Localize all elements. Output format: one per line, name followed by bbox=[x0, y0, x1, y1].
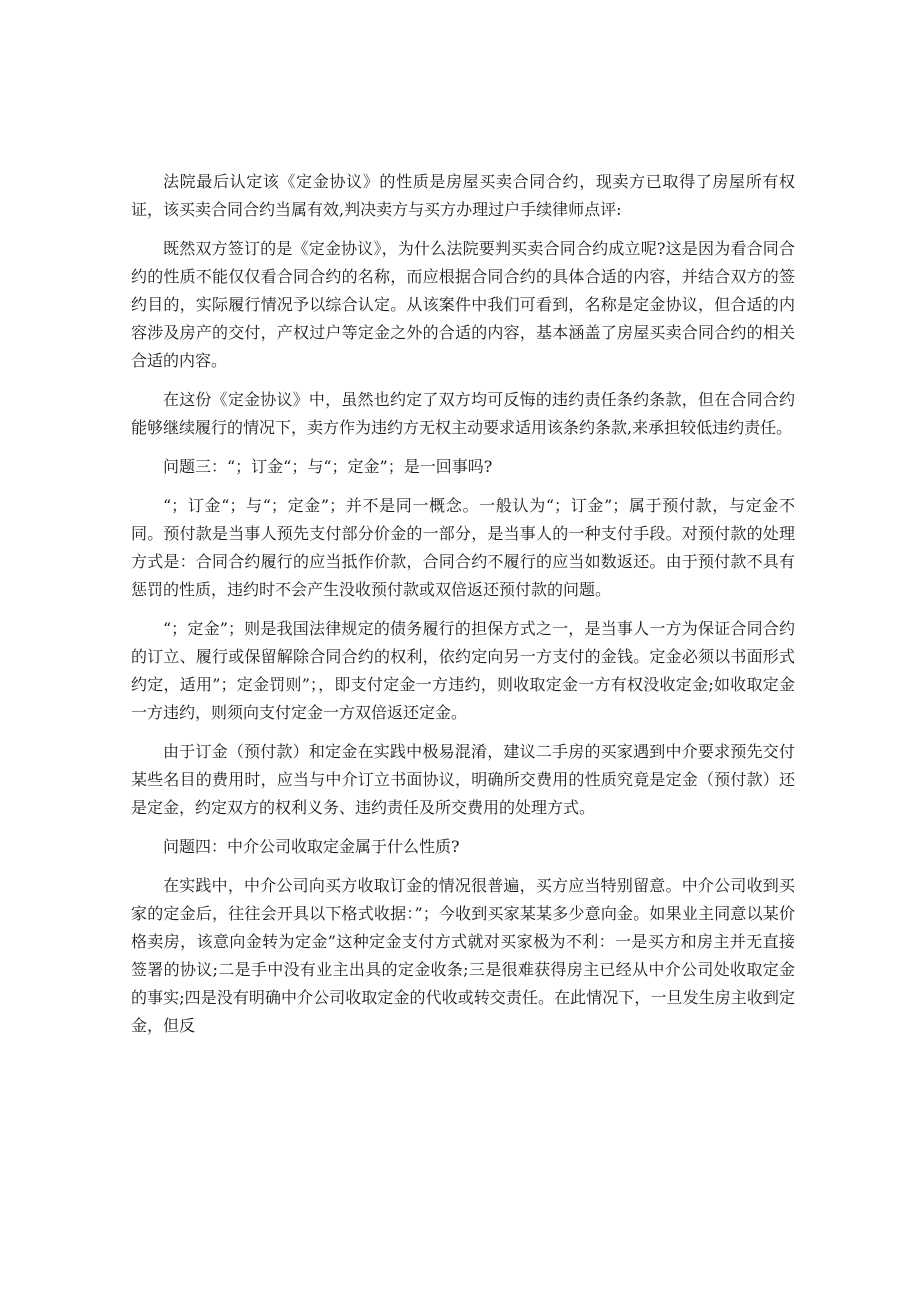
paragraph-contract-nature: 既然双方签订的是《定金协议》，为什么法院要判买卖合同合约成立呢?这是因为看合同合约的性质不能仅仅看合同合约的名称，而应根据合同合约的具体合适的内容，并结合双方的签约目的，实际履行情况予以综合认定。从该案件中我们可看到，名称是定金协议，但合适的内容涉及房产的交付，产权过户等定金之外的合适的内容，基本涵盖了房屋买卖合同合约的相关合适的内容。 bbox=[131, 239, 795, 370]
paragraph-deposit-vs-prepayment: “；订金“；与“；定金”；并不是同一概念。一般认为“；订金”；属于预付款，与定金不同。预付款是当事人预先支付部分价金的一部分，是当事人的一种支付手段。对预付款的处理方式是：合同合约履行的应当抵作价款，合同合约不履行的应当如数返还。由于预付款不具有惩罚的性质，违约时不会产生没收预付款或双倍返还预付款的问题。 bbox=[131, 496, 795, 599]
paragraph-deposit-definition: “；定金”；则是我国法律规定的债务履行的担保方式之一，是当事人一方为保证合同合约的订立、履行或保留解除合同合约的权利，依约定向另一方支付的金钱。定金必须以书面形式约定，适用”；定金罚则”；，即支付定金一方违约，则收取定金一方有权没收定金;如收取定金一方违约，则须向支付定金一方双倍返还定金。 bbox=[131, 619, 795, 722]
question-three-heading: 问题三：“；订金“；与“；定金”；是一回事吗? bbox=[163, 457, 493, 476]
paragraph-breach-clause: 在这份《定金协议》中，虽然也约定了双方均可反悔的违约责任条约条款，但在合同合约能够继续履行的情况下，卖方作为违约方无权主动要求适用该条约条款,来承担较低违约责任。 bbox=[131, 390, 795, 437]
document-body bbox=[131, 168, 795, 1051]
paragraph-buyer-advice: 由于订金（预付款）和定金在实践中极易混淆，建议二手房的买家遇到中介要求预先交付某些名目的费用时，应当与中介订立书面协议，明确所交费用的性质究竟是定金（预付款）还是定金，约定双方的权利义务、违约责任及所交费用的处理方式。 bbox=[131, 742, 795, 817]
paragraph-court-ruling: 法院最后认定该《定金协议》的性质是房屋买卖合同合约，现卖方已取得了房屋所有权证，该买卖合同合约当属有效,判决卖方与买方办理过户手续律师点评: bbox=[131, 172, 795, 219]
question-four-heading: 问题四：中介公司收取定金属于什么性质? bbox=[163, 837, 460, 856]
paragraph-agency-deposit: 在实践中，中介公司向买方收取订金的情况很普遍，买方应当特别留意。中介公司收到买家的定金后，往往会开具以下格式收据：”；今收到买家某某多少意向金。如果业主同意以某价格卖房，该意向金转为定金”这种定金支付方式就对买家极为不利：一是买方和房主并无直接签署的协议;二是手中没有业主出具的定金收条;三是很难获得房主已经从中介公司处收取定金的事实;四是没有明确中介公司收取定金的代收或转交责任。在此情况下，一旦发生房主收到定金，但反 bbox=[131, 876, 795, 1035]
